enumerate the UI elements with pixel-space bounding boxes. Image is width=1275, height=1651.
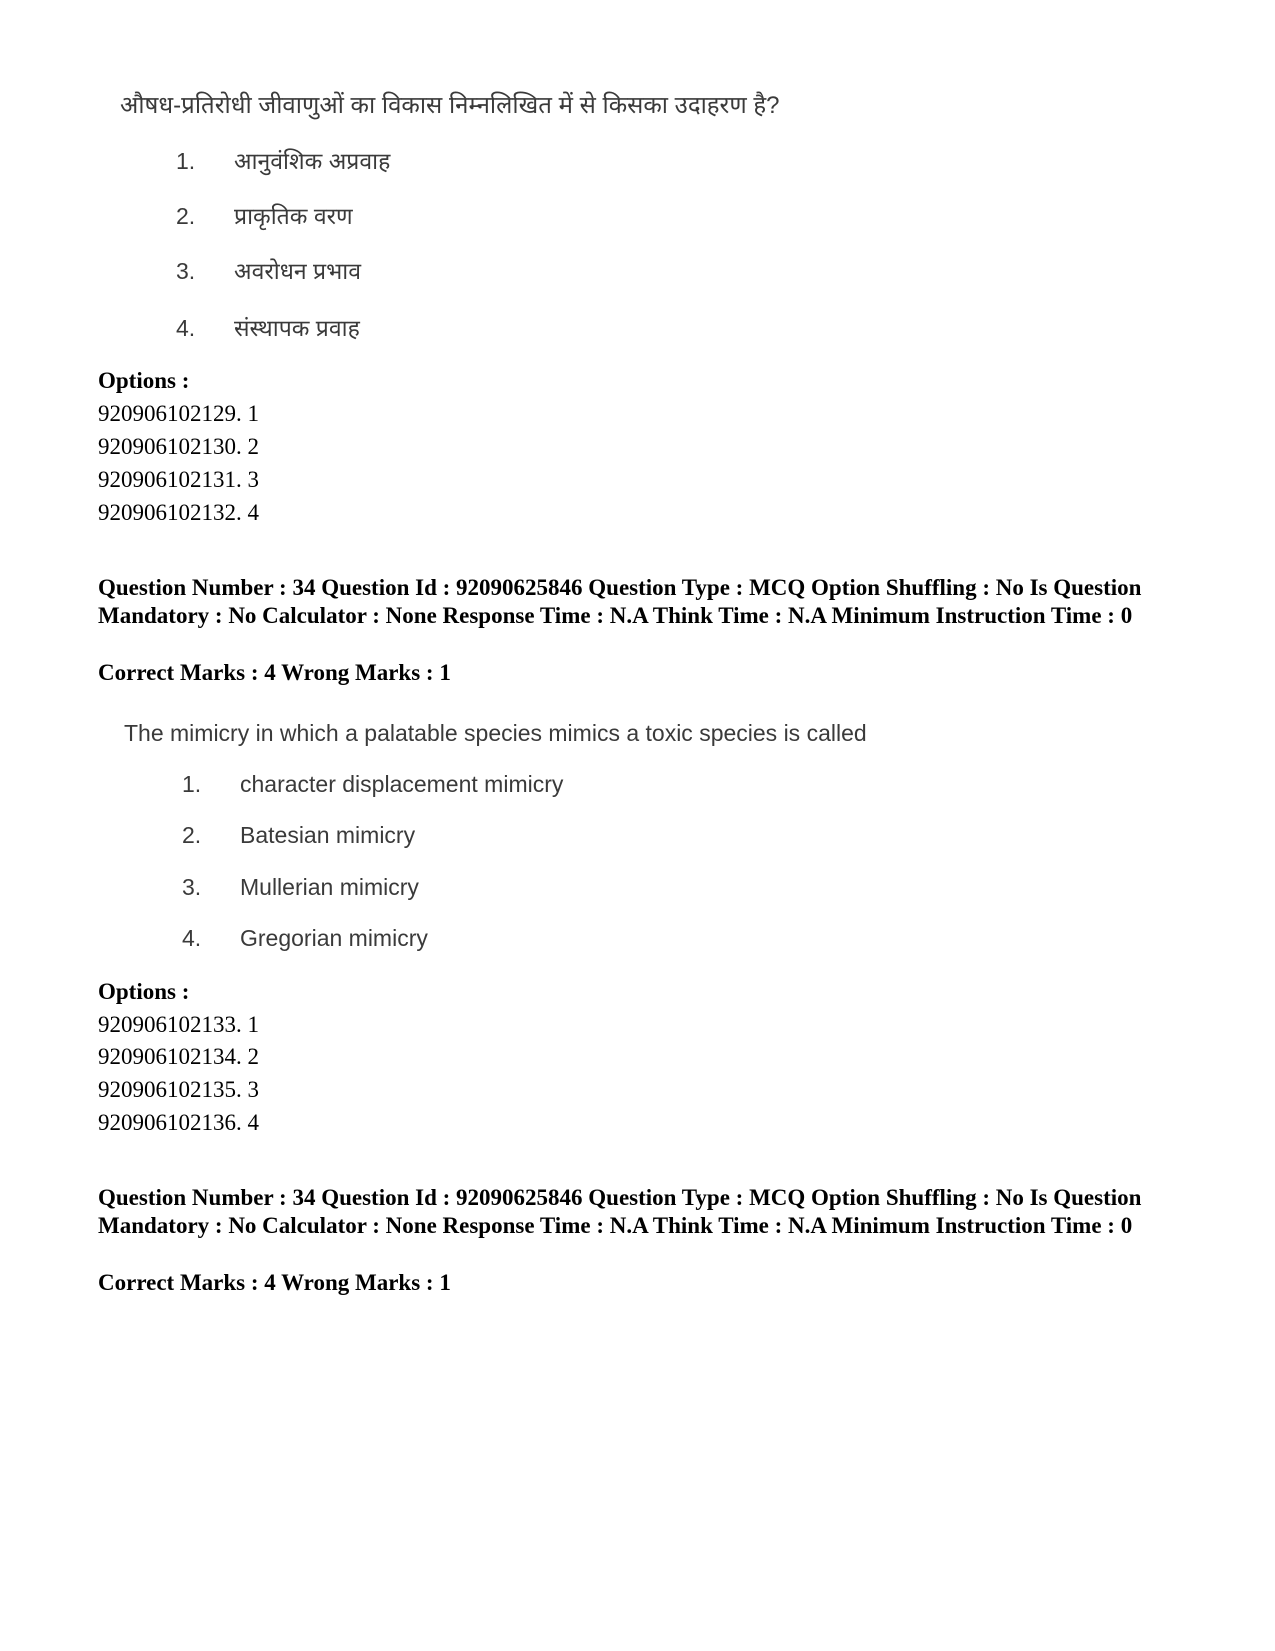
options-label: Options :	[98, 368, 190, 393]
choice-text: प्राकृतिक वरण	[234, 203, 353, 229]
choice-item	[182, 822, 415, 849]
option-id: 920906102129. 1	[98, 401, 259, 426]
choice-item	[176, 199, 353, 231]
marks-info: Correct Marks : 4 Wrong Marks : 1	[98, 1270, 451, 1295]
choice-text: अवरोधन प्रभाव	[234, 258, 362, 284]
choice-text: आनुवंशिक अप्रवाह	[234, 148, 391, 174]
choice-item	[182, 925, 428, 952]
choice-number: 2.	[182, 822, 202, 848]
choice-item	[176, 144, 390, 176]
question-stem: औषध-प्रतिरोधी जीवाणुओं का विकास निम्नलिखित में से किसका उदाहरण है?	[120, 92, 780, 119]
choice-number: 2.	[176, 203, 196, 229]
question-meta: Question Number : 34 Question Id : 92090625846 Question Type : MCQ Option Shuffling : No Is Question Mandatory : No Calculator : None Response Time : N.A Think Time : N.A Minimum Instruction Time : 0	[98, 1185, 1142, 1238]
marks-info: Correct Marks : 4 Wrong Marks : 1	[98, 660, 451, 685]
choice-item	[176, 311, 360, 343]
options-label: Options :	[98, 979, 190, 1004]
choice-text: character displacement mimicry	[240, 771, 564, 797]
question-stem: The mimicry in which a palatable species mimics a toxic species is called	[124, 720, 867, 746]
question-meta: Question Number : 34 Question Id : 92090625846 Question Type : MCQ Option Shuffling : No Is Question Mandatory : No Calculator : None Response Time : N.A Think Time : N.A Minimum Instruction Time : 0	[98, 575, 1142, 628]
choice-number: 3.	[176, 258, 196, 284]
choice-number: 1.	[182, 771, 202, 797]
option-id: 920906102132. 4	[98, 500, 259, 525]
choice-text: संस्थापक प्रवाह	[234, 315, 360, 341]
choice-text: Batesian mimicry	[240, 822, 416, 848]
choice-item	[182, 874, 419, 901]
option-id: 920906102136. 4	[98, 1110, 259, 1135]
choice-number: 3.	[182, 874, 202, 900]
choice-text: Gregorian mimicry	[240, 925, 428, 951]
choice-text: Mullerian mimicry	[240, 874, 419, 900]
option-id: 920906102131. 3	[98, 467, 259, 492]
choice-item	[182, 771, 563, 798]
choice-number: 4.	[176, 315, 196, 341]
option-id: 920906102134. 2	[98, 1044, 259, 1069]
choice-number: 1.	[176, 148, 196, 174]
choice-number: 4.	[182, 925, 202, 951]
option-id: 920906102130. 2	[98, 434, 259, 459]
choice-item	[176, 254, 361, 286]
option-id: 920906102135. 3	[98, 1077, 259, 1102]
option-id: 920906102133. 1	[98, 1012, 259, 1037]
